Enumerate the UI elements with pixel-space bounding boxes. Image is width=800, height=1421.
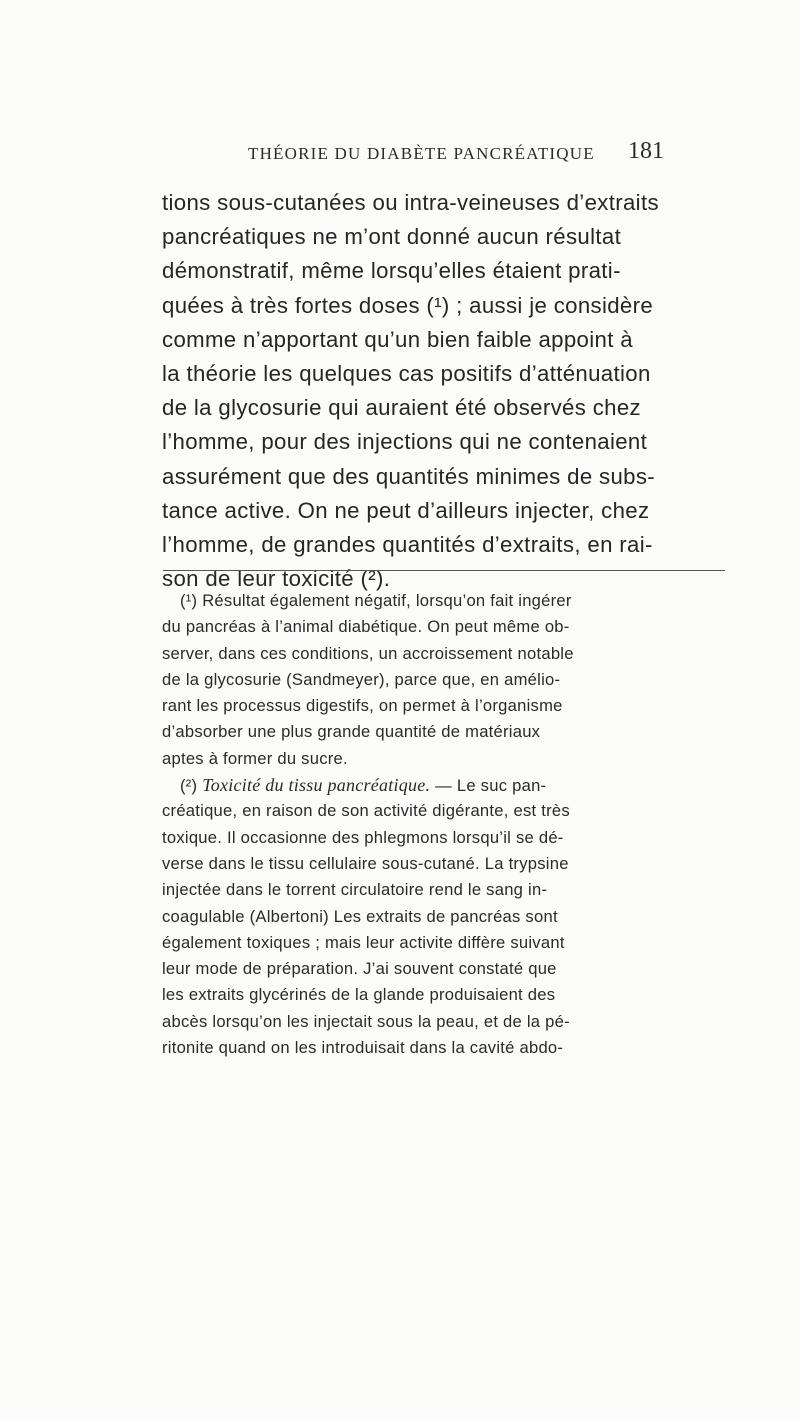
footnote-text: — Le suc pan- (435, 776, 547, 796)
footnote-line: rant les processus digestifs, on permet à l’organisme (162, 696, 563, 716)
body-line: de la glycosurie qui auraient été observés chez (162, 395, 641, 421)
body-line: comme n’apportant qu’un bien faible appoint à (162, 326, 633, 352)
footnote-line: abcès lorsqu’on les injectait sous la peau, et de la pé- (162, 1011, 570, 1031)
body-line: la théorie les quelques cas positifs d’atténuation (162, 360, 651, 386)
footnote-divider (163, 570, 725, 571)
footnote-line: de la glycosurie (Sandmeyer), parce que, en amélio- (162, 669, 561, 689)
footnote-line: injectée dans le torrent circulatoire rend le sang in- (162, 880, 548, 900)
footnote-marker: (²) (180, 776, 198, 796)
footnote-1 (162, 588, 728, 772)
body-line: quées à très fortes doses (¹) ; aussi je considère (162, 292, 654, 318)
footnote-line: les extraits glycérinés de la glande produisaient des (162, 985, 556, 1005)
footnote-line: également toxiques ; mais leur activite diffère suivant (162, 932, 565, 952)
footnote-line: créatique, en raison de son activité digérante, est très (162, 801, 570, 821)
footnote-line: (¹) Résultat également négatif, lorsqu’on fait ingérer (180, 591, 572, 610)
body-paragraph (162, 186, 728, 596)
body-line: son de leur toxicité (²). (162, 566, 391, 592)
footnote-line: ritonite quand on les introduisait dans la cavité abdo- (162, 1038, 564, 1058)
body-line: démonstratif, même lorsqu’elles étaient prati- (162, 258, 621, 284)
footnote-line: du pancréas à l’animal diabétique. On peut même ob- (162, 617, 570, 637)
running-head (0, 138, 800, 168)
footnote-line: d’absorber une plus grande quantité de matériaux (162, 722, 541, 742)
running-title: THÉORIE DU DIABÈTE PANCRÉATIQUE (248, 144, 595, 163)
page-number: 181 (628, 138, 664, 164)
footnote-first-line (162, 772, 728, 798)
footnotes (162, 588, 728, 1061)
body-line: tions sous-cutanées ou intra-veineuses d’extraits (162, 190, 659, 215)
body-line: l’homme, pour des injections qui ne contenaient (162, 429, 648, 455)
footnote-line: aptes à former du sucre. (162, 748, 348, 768)
footnote-line: toxique. Il occasionne des phlegmons lorsqu’il se dé- (162, 827, 564, 847)
footnote-2 (162, 772, 728, 1061)
footnote-line: coagulable (Albertoni) Les extraits de pancréas sont (162, 906, 558, 926)
footnote-line: verse dans le tissu cellulaire sous-cutané. La trypsine (162, 853, 569, 873)
footnote-line: leur mode de préparation. J’ai souvent constaté que (162, 959, 557, 979)
footnote-line: server, dans ces conditions, un accroissement notable (162, 643, 574, 663)
body-line: l’homme, de grandes quantités d’extraits, en rai- (162, 531, 653, 557)
body-line: pancréatiques ne m’ont donné aucun résultat (162, 224, 622, 250)
body-line: tance active. On ne peut d’ailleurs injecter, chez (162, 497, 650, 523)
footnote-title: Toxicité du tissu pancréatique. (202, 775, 431, 796)
body-line: assurément que des quantités minimes de subs- (162, 463, 656, 489)
